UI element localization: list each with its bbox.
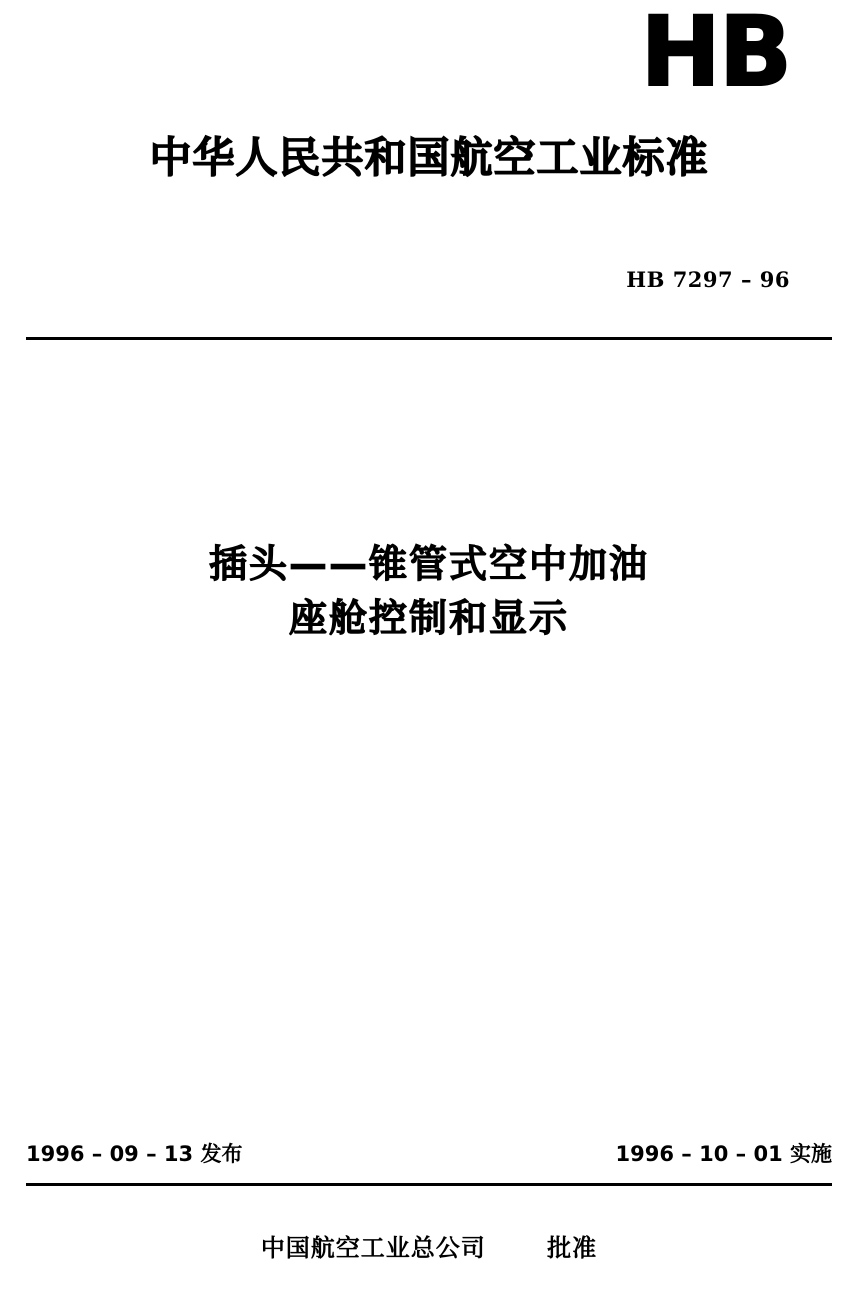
hb-logo: HB [640,0,790,108]
issuer-name: 中国航空工业总公司 [260,1234,486,1262]
issuer-row [0,1228,858,1263]
effective-date: 1996 – 10 – 01 实施 [615,1142,832,1166]
standard-number: HB 7297 – 96 [626,267,790,292]
document-title-line-2: 座舱控制和显示 [288,596,569,640]
document-title [0,537,858,645]
issue-date: 1996 – 09 – 13 发布 [26,1142,243,1166]
approval-label: 批准 [547,1234,598,1262]
divider-bottom [26,1183,832,1186]
date-row [26,1138,832,1168]
divider-top [26,337,832,340]
document-title-line-1: 插头——锥管式空中加油 [208,542,649,586]
standard-organization-heading: 中华人民共和国航空工业标准 [149,133,709,182]
